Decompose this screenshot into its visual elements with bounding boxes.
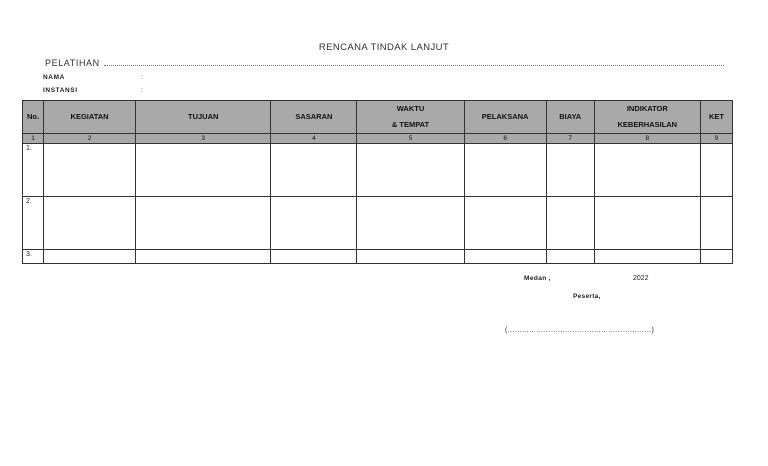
tujuan-cell[interactable]: [136, 144, 271, 197]
column-number: 4: [271, 134, 357, 144]
waktu-cell[interactable]: [357, 250, 464, 264]
tujuan-cell[interactable]: [136, 250, 271, 264]
waktu-cell[interactable]: [357, 197, 464, 250]
institution-colon: :: [141, 87, 144, 94]
indikator-cell[interactable]: [594, 250, 700, 264]
table-row: [23, 144, 733, 197]
header-waktu-line2: & TEMPAT: [391, 120, 430, 129]
table-row: [23, 197, 733, 250]
header-no: No.: [23, 101, 44, 134]
header-indikator-line1: INDIKATOR: [626, 104, 668, 113]
ket-cell[interactable]: [700, 197, 732, 250]
signature-name-line: (……………………………………………………): [505, 327, 655, 334]
institution-field: [43, 87, 144, 94]
table-row: [23, 250, 733, 264]
signature-participant-label: Peserta,: [573, 293, 601, 300]
column-number: 2: [44, 134, 136, 144]
column-number-row: [23, 134, 733, 144]
training-line: [45, 58, 725, 68]
ket-cell[interactable]: [700, 144, 732, 197]
column-number: 6: [464, 134, 546, 144]
action-plan-table: [22, 100, 733, 264]
header-kegiatan: KEGIATAN: [44, 101, 136, 134]
column-number: 5: [357, 134, 464, 144]
name-field: [43, 74, 144, 81]
header-indikator: [594, 101, 700, 134]
biaya-cell[interactable]: [546, 250, 594, 264]
header-indikator-line2: KEBERHASILAN: [617, 120, 678, 129]
ket-cell[interactable]: [700, 250, 732, 264]
sasaran-cell[interactable]: [271, 144, 357, 197]
signature-place: Medan ,: [524, 275, 551, 282]
kegiatan-cell[interactable]: [44, 197, 136, 250]
biaya-cell[interactable]: [546, 144, 594, 197]
header-sasaran: SASARAN: [271, 101, 357, 134]
column-number: 7: [546, 134, 594, 144]
name-colon: :: [141, 74, 144, 81]
document-title: RENCANA TINDAK LANJUT: [318, 42, 450, 53]
column-number: 8: [594, 134, 700, 144]
waktu-cell[interactable]: [357, 144, 464, 197]
header-row: [23, 101, 733, 134]
column-number: 9: [700, 134, 732, 144]
kegiatan-cell[interactable]: [44, 250, 136, 264]
sasaran-cell[interactable]: [271, 197, 357, 250]
header-ket: KET: [700, 101, 732, 134]
header-tujuan: TUJUAN: [136, 101, 271, 134]
header-waktu-line1: WAKTU: [396, 104, 425, 113]
kegiatan-cell[interactable]: [44, 144, 136, 197]
pelaksana-cell[interactable]: [464, 250, 546, 264]
institution-label: INSTANSI: [43, 87, 78, 94]
header-biaya: BIAYA: [546, 101, 594, 134]
sasaran-cell[interactable]: [271, 250, 357, 264]
name-label: NAMA: [43, 74, 65, 81]
row-number: 2.: [23, 197, 44, 250]
indikator-cell[interactable]: [594, 144, 700, 197]
row-number: 1.: [23, 144, 44, 197]
header-waktu: [357, 101, 464, 134]
column-number: 3: [136, 134, 271, 144]
training-label: PELATIHAN: [45, 58, 100, 68]
indikator-cell[interactable]: [594, 197, 700, 250]
row-number: 3.: [23, 250, 44, 264]
header-pelaksana: PELAKSANA: [464, 101, 546, 134]
training-dotted-line: [104, 65, 724, 66]
pelaksana-cell[interactable]: [464, 144, 546, 197]
biaya-cell[interactable]: [546, 197, 594, 250]
pelaksana-cell[interactable]: [464, 197, 546, 250]
signature-year: 2022: [633, 275, 649, 282]
tujuan-cell[interactable]: [136, 197, 271, 250]
column-number: 1: [23, 134, 44, 144]
